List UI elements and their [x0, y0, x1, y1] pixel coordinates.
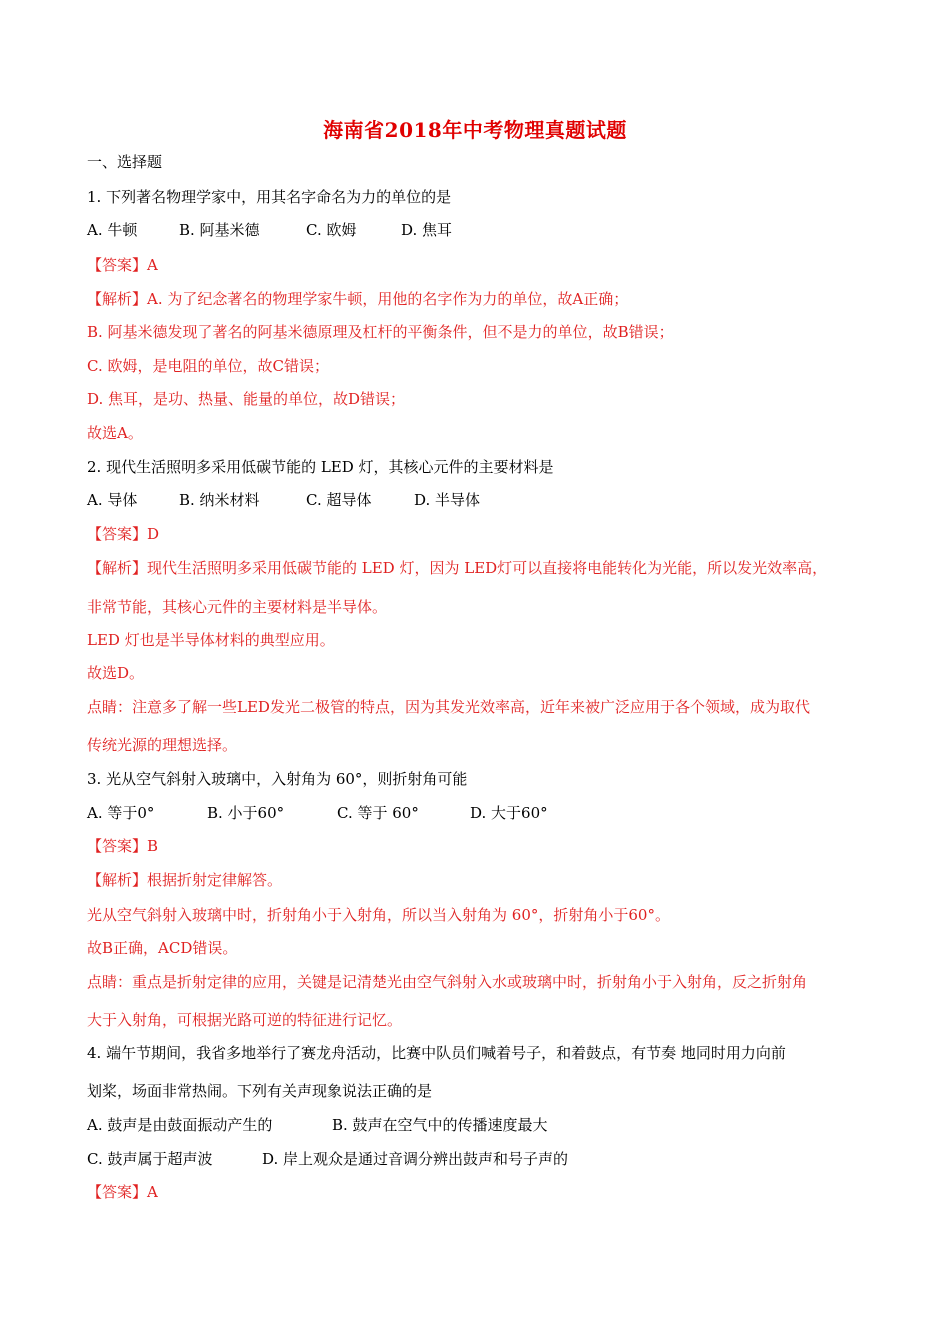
- q2-option-b: B. 纳米材料: [179, 491, 260, 509]
- q2-option-d: D. 半导体: [414, 491, 481, 509]
- q3-tip-1: 点睛：重点是折射定律的应用，关键是记清楚光由空气斜射入水或玻璃中时，折射角小于入射角，反之折射角: [87, 973, 808, 991]
- q4-option-d: D. 岸上观众是通过音调分辨出鼓声和号子声的: [262, 1150, 569, 1168]
- q3-analysis-1: 【解析】根据折射定律解答。: [87, 871, 283, 889]
- q1-stem: 1. 下列著名物理学家中，用其名字命名为力的单位的是: [87, 188, 452, 206]
- q3-choose: 故B正确，ACD错误。: [87, 939, 238, 957]
- q1-answer: 【答案】A: [87, 256, 158, 274]
- q4-answer: 【答案】A: [87, 1183, 158, 1201]
- q3-option-d: D. 大于60°: [470, 804, 548, 822]
- q2-options: [87, 490, 480, 510]
- q1-options: [87, 220, 452, 240]
- q1-choose: 故选A。: [87, 424, 143, 442]
- q3-options: [87, 803, 548, 823]
- q1-option-a: A. 牛顿: [87, 221, 138, 239]
- q2-tip-1: 点睛：注意多了解一些LED发光二极管的特点，因为其发光效率高，近年来被广泛应用于各个领域，成为取代: [87, 698, 810, 716]
- section-heading: 一、选择题: [87, 153, 163, 171]
- q1-analysis-1: 【解析】A. 为了纪念著名的物理学家牛顿，用他的名字作为力的单位，故A正确；: [87, 290, 629, 308]
- q3-option-b: B. 小于60°: [207, 804, 285, 822]
- q2-analysis-2: 非常节能，其核心元件的主要材料是半导体。: [87, 598, 388, 616]
- q3-analysis-2: 光从空气斜射入玻璃中时，折射角小于入射角，所以当入射角为 60°，折射角小于60°。: [87, 906, 670, 924]
- q1-analysis-2: B. 阿基米德发现了著名的阿基米德原理及杠杆的平衡条件，但不是力的单位，故B错误；: [87, 323, 674, 341]
- q1-option-c: C. 欧姆: [306, 221, 357, 239]
- q2-stem: 2. 现代生活照明多采用低碳节能的 LED 灯，其核心元件的主要材料是: [87, 458, 554, 476]
- q1-analysis-3: C. 欧姆，是电阻的单位，故C错误；: [87, 357, 329, 375]
- q2-option-c: C. 超导体: [306, 491, 372, 509]
- q2-choose: 故选D。: [87, 664, 145, 682]
- q4-stem-1: 4. 端午节期间，我省多地举行了赛龙舟活动，比赛中队员们喊着号子，和着鼓点，有节奏 地同时用力向前: [87, 1044, 786, 1062]
- q3-answer: 【答案】B: [87, 837, 159, 855]
- q3-option-a: A. 等于0°: [87, 804, 155, 822]
- q3-option-c: C. 等于 60°: [337, 804, 419, 822]
- q3-tip-2: 大于入射角，可根据光路可逆的特征进行记忆。: [87, 1011, 403, 1029]
- q2-analysis-3: LED 灯也是半导体材料的典型应用。: [87, 631, 335, 649]
- q4-stem-2: 划桨，场面非常热闹。下列有关声现象说法正确的是: [87, 1082, 433, 1100]
- q4-options-row-2: [87, 1149, 568, 1169]
- q4-options-row-1: [87, 1115, 548, 1135]
- q2-analysis-1: 【解析】现代生活照明多采用低碳节能的 LED 灯，因为 LED灯可以直接将电能转化为光能，所以发光效率高，: [87, 559, 828, 577]
- page-title: 海南省2018年中考物理真题试题: [323, 118, 627, 142]
- q2-answer: 【答案】D: [87, 525, 160, 543]
- q1-analysis-4: D. 焦耳，是功、热量、能量的单位，故D错误；: [87, 390, 406, 408]
- q4-option-b: B. 鼓声在空气中的传播速度最大: [332, 1116, 548, 1134]
- q3-stem: 3. 光从空气斜射入玻璃中，入射角为 60°，则折射角可能: [87, 770, 468, 788]
- q4-option-c: C. 鼓声属于超声波: [87, 1150, 213, 1168]
- q2-option-a: A. 导体: [87, 491, 138, 509]
- q4-option-a: A. 鼓声是由鼓面振动产生的: [87, 1116, 273, 1134]
- q1-option-d: D. 焦耳: [401, 221, 453, 239]
- q2-tip-2: 传统光源的理想选择。: [87, 736, 238, 754]
- q1-option-b: B. 阿基米德: [179, 221, 260, 239]
